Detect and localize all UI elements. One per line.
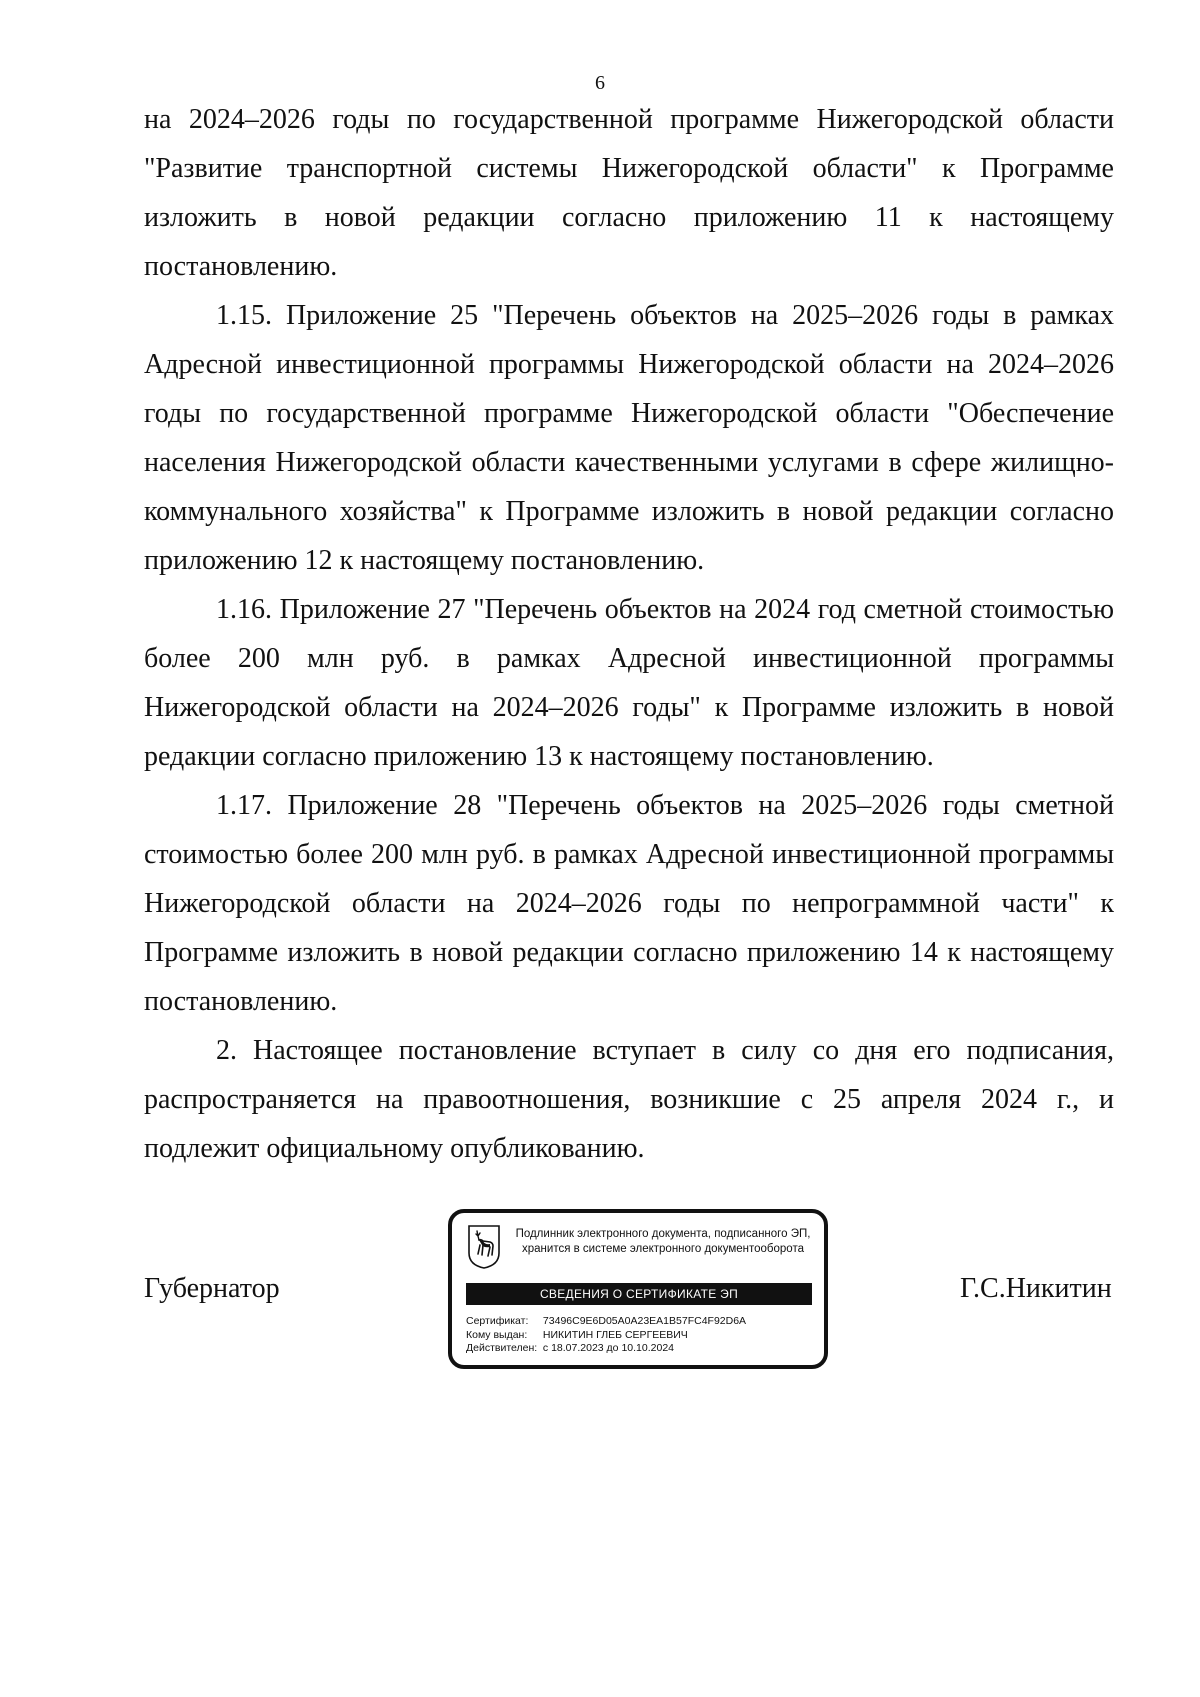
nizhny-novgorod-deer-emblem-icon <box>468 1225 500 1269</box>
certificate-info-bar: СВЕДЕНИЯ О СЕРТИФИКАТЕ ЭП <box>466 1283 812 1305</box>
paragraph-2: 2. Настоящее постановление вступает в силу со дня его подписания, распространяется на правоотношения, возникшие с 25 апреля 2024 г., и подлежит официальному опубликованию. <box>144 1035 1114 1164</box>
paragraph-1-16: 1.16. Приложение 27 "Перечень объектов на 2024 год сметной стоимостью более 200 млн руб. в рамках Адресной инвестиционной программы Нижегородской области на 2024–2026 годы" к Программе изложить в новой редакции согласно приложению 13 к настоящему постановлению. <box>144 594 1114 772</box>
stamp-header-line-1: Подлинник электронного документа, подписанного ЭП, <box>515 1228 811 1240</box>
signatory-name: Г.С.Никитин <box>960 1273 1112 1304</box>
paragraph-continuation: на 2024–2026 годы по государственной программе Нижегородской области "Развитие транспортной системы Нижегородской области" к Программе изложить в новой редакции согласно приложению 11 к настоящему постановлению. <box>144 104 1114 282</box>
certificate-row <box>466 1315 746 1329</box>
issued-to-label: Кому выдан: <box>466 1328 528 1341</box>
validity-value: с 18.07.2023 до 10.10.2024 <box>542 1342 674 1354</box>
validity-label: Действителен: <box>466 1342 538 1354</box>
document-body <box>144 95 1114 1173</box>
stamp-header-line-2: хранится в системе электронного документооборота <box>522 1243 804 1255</box>
issued-to-value: НИКИТИН ГЛЕБ СЕРГЕЕВИЧ <box>542 1328 688 1341</box>
issued-to-row <box>466 1329 746 1343</box>
certificate-label: Сертификат: <box>466 1315 529 1327</box>
paragraph-1-15: 1.15. Приложение 25 "Перечень объектов на 2025–2026 годы в рамках Адресной инвестиционной программы Нижегородской области на 2024–2026 годы по государственной программе Нижегородской области "Обеспечение населения Нижегородской области качественными услугами в сфере жилищно-коммунального хозяйства" к Программе изложить в новой редакции согласно приложению 12 к настоящему постановлению. <box>144 300 1114 576</box>
signatory-title: Губернатор <box>144 1273 280 1304</box>
paragraph-1-17: 1.17. Приложение 28 "Перечень объектов на 2025–2026 годы сметной стоимостью более 200 млн руб. в рамках Адресной инвестиционной программы Нижегородской области на 2024–2026 годы по непрограммной части" к Программе изложить в новой редакции согласно приложению 14 к настоящему постановлению. <box>144 790 1114 1017</box>
certificate-details <box>466 1315 746 1356</box>
validity-row <box>466 1342 746 1356</box>
page-number: 6 <box>595 72 605 94</box>
stamp-header <box>508 1227 818 1257</box>
certificate-value: 73496C9E6D05A0A23EA1B57FC4F92D6A <box>542 1315 747 1327</box>
electronic-signature-stamp <box>448 1209 828 1369</box>
